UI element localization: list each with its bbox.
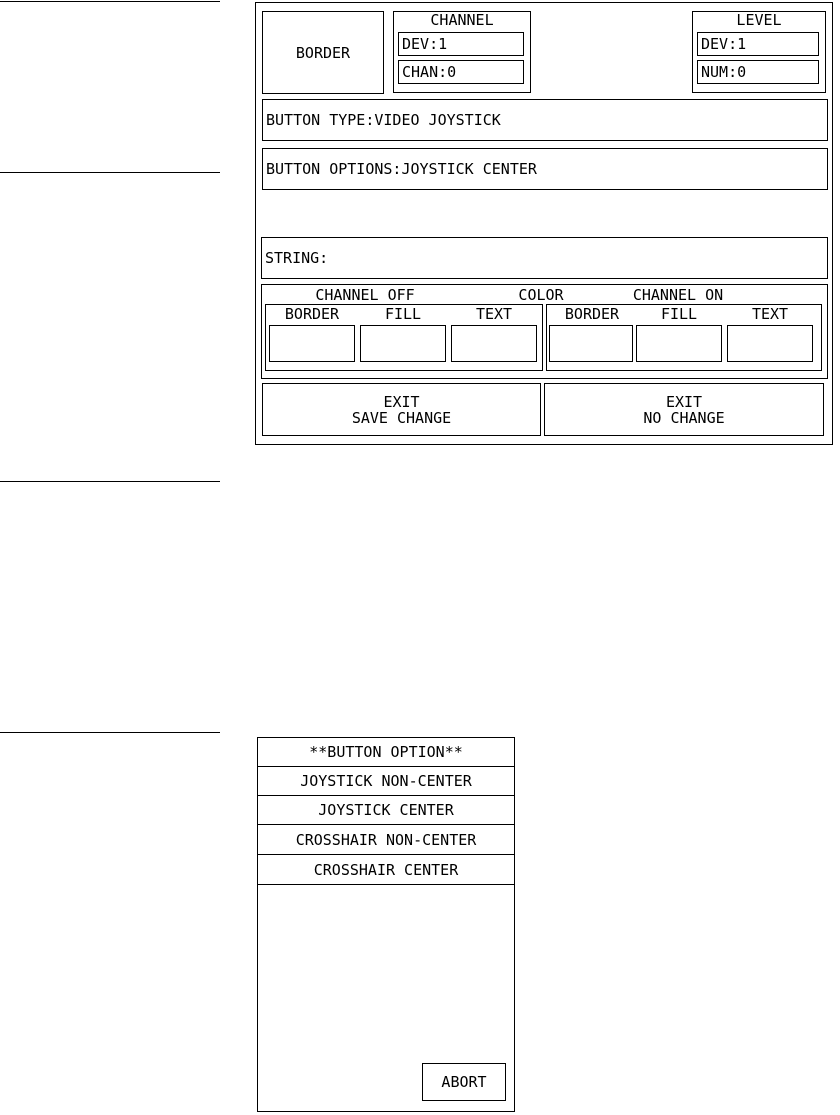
on-text-caption: TEXT xyxy=(751,305,789,323)
exit-no-line2: NO CHANGE xyxy=(643,408,725,427)
channel-title: CHANNEL xyxy=(430,11,494,29)
abort-button-label: ABORT xyxy=(441,1073,487,1091)
on-fill-caption: FILL xyxy=(660,305,698,323)
option-joystick-non-center[interactable]: JOYSTICK NON-CENTER xyxy=(258,767,514,796)
exit-no-line1: EXIT xyxy=(665,392,703,411)
channel-on-caption: CHANNEL ON xyxy=(632,286,724,304)
channel-chan-field[interactable]: CHAN:0 xyxy=(398,60,524,84)
margin-rule xyxy=(0,732,220,733)
off-fill-caption: FILL xyxy=(384,305,422,323)
level-num-field[interactable]: NUM:0 xyxy=(697,60,819,84)
off-text-color-swatch[interactable] xyxy=(451,325,537,362)
level-group xyxy=(692,11,826,93)
button-type-field[interactable]: BUTTON TYPE:VIDEO JOYSTICK xyxy=(262,99,828,141)
exit-save-line2: SAVE CHANGE xyxy=(351,408,452,427)
off-border-color-swatch[interactable] xyxy=(269,325,355,362)
border-button-label: BORDER xyxy=(295,43,351,62)
option-menu-title: **BUTTON OPTION** xyxy=(258,738,514,767)
on-fill-color-swatch[interactable] xyxy=(636,325,722,362)
off-text-caption: TEXT xyxy=(475,305,513,323)
option-crosshair-center[interactable]: CROSSHAIR CENTER xyxy=(258,855,514,885)
channel-off-caption: CHANNEL OFF xyxy=(315,286,415,304)
channel-off-colors xyxy=(265,304,543,371)
off-fill-color-swatch[interactable] xyxy=(360,325,446,362)
margin-rule xyxy=(0,1,220,2)
button-options-field[interactable]: BUTTON OPTIONS:JOYSTICK CENTER xyxy=(262,148,828,190)
color-caption: COLOR xyxy=(518,286,564,304)
on-border-color-swatch[interactable] xyxy=(549,325,633,362)
button-editor-panel xyxy=(255,2,833,445)
margin-rule xyxy=(0,172,220,173)
exit-save-line1: EXIT xyxy=(383,392,420,411)
on-text-color-swatch[interactable] xyxy=(727,325,813,362)
string-field[interactable]: STRING: xyxy=(261,237,828,279)
abort-button[interactable] xyxy=(422,1063,506,1101)
level-title: LEVEL xyxy=(736,11,782,29)
level-dev-field[interactable]: DEV:1 xyxy=(697,32,819,56)
option-joystick-center[interactable]: JOYSTICK CENTER xyxy=(258,796,514,825)
channel-group xyxy=(393,11,531,93)
exit-no-change-button[interactable] xyxy=(544,383,824,436)
channel-dev-field[interactable]: DEV:1 xyxy=(398,32,524,56)
option-crosshair-non-center[interactable]: CROSSHAIR NON-CENTER xyxy=(258,825,514,855)
button-option-menu xyxy=(257,737,515,1112)
exit-save-change-button[interactable] xyxy=(262,383,541,436)
border-button[interactable] xyxy=(262,11,384,94)
margin-rule xyxy=(0,481,220,482)
color-section xyxy=(261,284,828,379)
channel-on-colors xyxy=(546,304,822,371)
off-border-caption: BORDER xyxy=(284,305,340,323)
on-border-caption: BORDER xyxy=(564,305,620,323)
